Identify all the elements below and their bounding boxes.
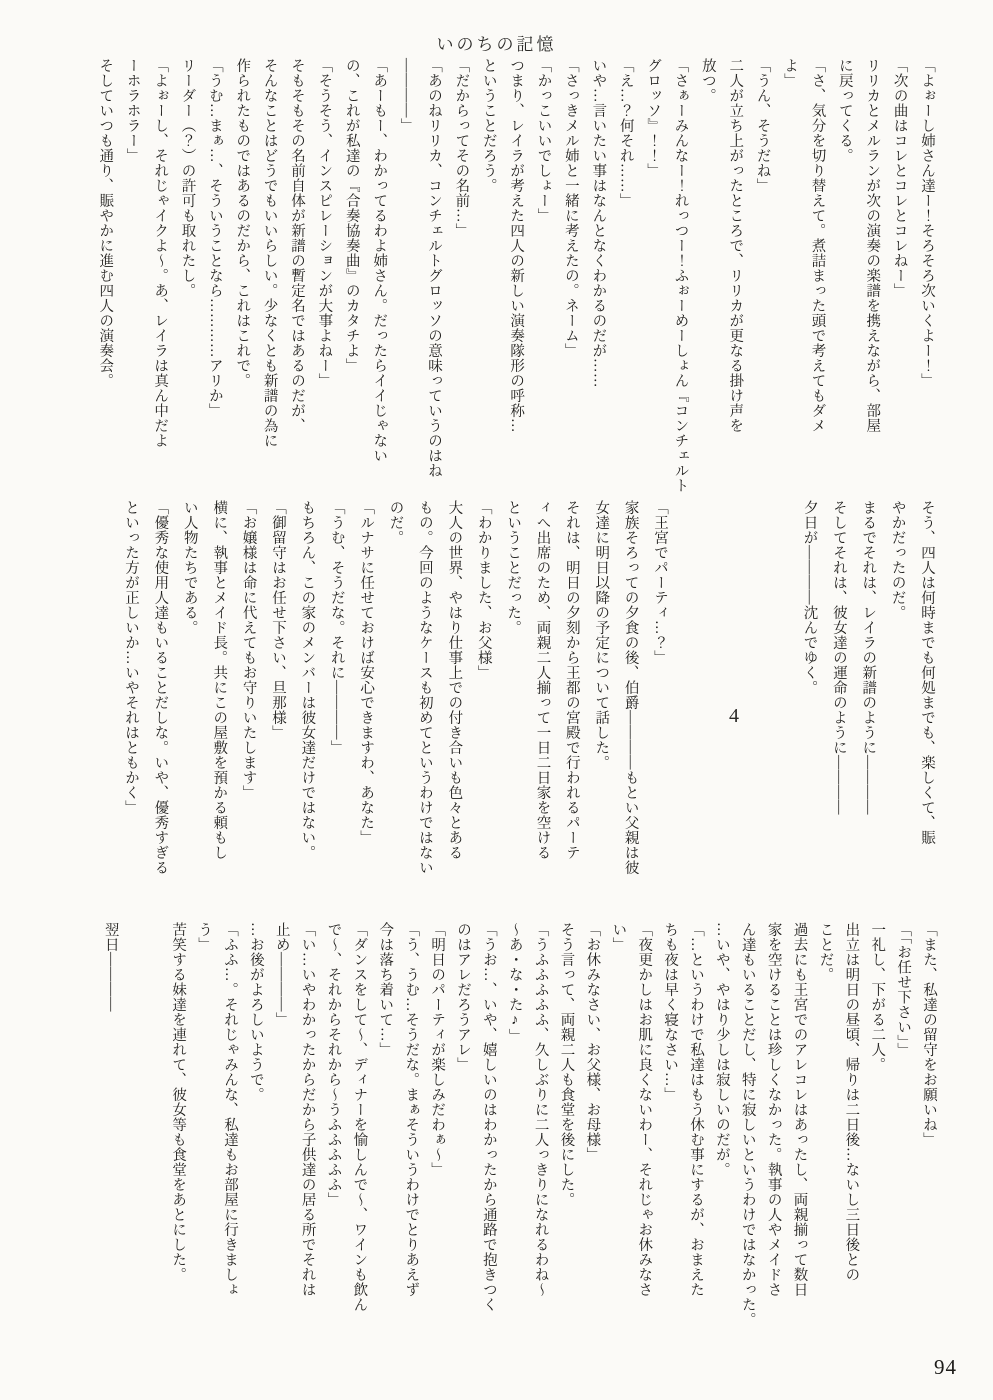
text-line: …いや、やはり少しは寂しいのだが。 [713, 922, 730, 1177]
text-line: 「だからってその名前…」 [453, 58, 470, 238]
text-line: 「かっこいいでしょー」 [535, 58, 552, 223]
text-line: 「お嬢様は命に代えてもお守りいたします」 [240, 500, 257, 800]
text-line: ということだった。 [505, 500, 522, 635]
text-line: もちろん、この家のメンバーは彼女達だけではない。 [299, 500, 316, 860]
text-line: …お後がよろしいようで。 [247, 922, 264, 1102]
section-divider [682, 500, 786, 932]
text-line: 今は落ち着いて…」 [377, 922, 394, 1057]
text-column-group [96, 58, 935, 493]
text-block-night [85, 922, 937, 1370]
text-line: 「ルナサに任せておけば安心できますわ、あなた」 [358, 500, 375, 845]
text-line: 作られたものではあるのだから、これはこれで。 [234, 58, 251, 388]
text-line: 翌日―――― [102, 922, 119, 1012]
text-line: 「うお…、いや、嬉しいのはわかったから通路で抱きつく [480, 922, 497, 1312]
text-line: リリカとメルランが次の演奏の楽譜を携えながら、部屋 [864, 58, 881, 433]
text-line: ィへ出席のため、両親二人揃って一日二日家を空ける [534, 500, 551, 860]
text-line: 「…というわけで私達はもう休む事にするが、おまえた [687, 922, 704, 1297]
text-line: といった方が正しいか…いやそれはともかく」 [123, 500, 140, 815]
text-line: 「よぉーし、それじゃイクよ〜。あ、レイラは真ん中だよ [152, 58, 169, 448]
text-line: 二人が立ち上がったところで、リリカが更なる掛け声を [727, 58, 744, 433]
text-line: 「よぉーし姉さん達ー！そろそろ次いくよー！」 [919, 58, 935, 388]
text-line: それは、明日の夕刻から王都の宮殿で行われるパーテ [563, 500, 580, 860]
text-line: 女達に明日以降の予定について話した。 [593, 500, 610, 770]
text-line: 放つ。 [699, 58, 716, 103]
page-number: 94 [934, 1355, 957, 1379]
text-line: 「また、私達の留守をお願いね」 [921, 922, 937, 1147]
text-line: 「明日のパーティが楽しみだわぁ〜」 [429, 922, 446, 1177]
text-line: 家を空けることは珍しくなかった。執事の人やメイドさ [765, 922, 782, 1297]
text-line: そう、四人は何時までも何処までも、楽しくて、賑 [919, 500, 935, 845]
text-line: 夕日が――――沈んでゆく。 [801, 500, 818, 695]
text-line: 「王宮でパーティ…？」 [652, 500, 669, 665]
text-line: ということだろう。 [480, 58, 497, 193]
text-line: い人物たちである。 [181, 500, 198, 635]
text-line: 「うむ、そうだな。それに――――」 [328, 500, 345, 755]
text-line: 「そうそう、インスピレーションが大事よねー」 [316, 58, 333, 388]
text-line: 「え…？何それ……」 [617, 58, 634, 208]
text-line: つまり、レイラが考えた四人の新しい演奏隊形の呼称… [508, 58, 525, 433]
text-line: 「わかりました、お父様」 [475, 500, 492, 680]
text-line: 「うん、そうだね」 [754, 58, 771, 193]
text-line: 「「お任せ下さい」」 [895, 922, 912, 1058]
text-column-group [169, 922, 937, 1370]
text-line: 大人の世界、やはり仕事上での付き合いも色々とある [446, 500, 463, 860]
text-block-sunset-and-party [85, 500, 935, 932]
page-title: いのちの記憶 [436, 35, 557, 54]
text-line: 苦笑する妹達を連れて、彼女等も食堂をあとにした。 [170, 922, 187, 1282]
text-line: ーホラホラー」 [124, 58, 141, 163]
text-line: ――――」 [398, 58, 415, 133]
text-line: 「あーもー、わかってるわよ姉さん。だったらイイじゃない [371, 58, 388, 463]
text-line: 過去にも王宮でのアレコレはあったし、両親揃って数日 [791, 922, 808, 1297]
text-line: 「ふふ…。それじゃみんな、私達もお部屋に行きましょ [221, 922, 238, 1297]
text-line: そしていつも通り、賑やかに進む四人の演奏会。 [97, 58, 114, 388]
text-line: のはアレだろうアレ」 [454, 922, 471, 1072]
section-number: 4 [729, 704, 740, 727]
text-column-group [800, 500, 935, 932]
text-line: 「さぁーみんなー！れっつー！ふぉーめーしょん『コンチェルト [672, 58, 689, 493]
text-line: グロッソ』！！」 [645, 58, 662, 178]
text-line: の、これが私達の『合奏協奏曲』のカタチよ」 [343, 58, 360, 373]
text-line: 「御留守はお任せ下さい、旦那様」 [269, 500, 286, 740]
text-line: のだ。 [387, 500, 404, 545]
text-line: まるでそれは、レイラの新譜のように―――― [860, 500, 877, 815]
text-line: 「うむ…まぁ…、そういうことなら…………アリか」 [206, 58, 223, 418]
column-gap [125, 922, 163, 1370]
text-line: 「うふふふふふ、久しぶりに二人っきりになれるわね〜 [532, 922, 549, 1297]
text-line: う」 [196, 922, 213, 952]
text-line: もの。今回のようなケースも初めてというわけではない [416, 500, 433, 875]
text-line: よ」 [782, 58, 799, 88]
text-line: 「お休みなさい、お父様、お母様」 [584, 922, 601, 1162]
text-line: 止め――――」 [273, 922, 290, 1027]
text-line: に戻ってくる。 [836, 58, 853, 163]
text-line: そしてそれは、彼女達の運命のように―――― [830, 500, 847, 815]
text-column-group [122, 500, 668, 932]
text-line: そう言って、両親二人も食堂を後にした。 [558, 922, 575, 1207]
text-line: 「ダンスをして〜、ディナーを愉しんで〜、ワインも飲ん [351, 922, 368, 1312]
text-line: 「夜更かしはお肌に良くないわー、それじゃお休みなさ [636, 922, 653, 1297]
text-column-group [101, 922, 118, 1370]
text-line: 「あのねリリカ、コンチェルトグロッソの意味っていうのはね [425, 58, 442, 478]
text-line: 家族そろっての夕食の後、伯爵――――もとい父親は彼 [622, 500, 639, 875]
text-line: 一礼し、下がる二人。 [869, 922, 886, 1072]
text-line: そんなことはどうでもいいらしい。少なくとも新譜の為に [261, 58, 278, 448]
text-block-rehearsal [85, 58, 935, 493]
text-line: 出立は明日の昼頃、帰りは二日後…ないし三日後との [843, 922, 860, 1282]
text-line: そもそもその名前自体が新譜の暫定名ではあるのだが、 [289, 58, 306, 433]
text-line: 横に、執事とメイド長。共にこの屋敷を預かる頼もし [211, 500, 228, 860]
text-line: ことだ。 [817, 922, 834, 982]
text-line: い」 [610, 922, 627, 952]
text-line: ん達もいることだし、特に寂しいというわけではなかった。 [739, 922, 756, 1327]
text-line: やかだったのだ。 [889, 500, 906, 620]
text-line: 「さ、気分を切り替えて。煮詰まった頭で考えてもダメ [809, 58, 826, 433]
text-line: いや…言いたい事はなんとなくわかるのだが…… [590, 58, 607, 388]
text-line: 「う、うむ…そうだな。まぁそういうわけでとりあえず [403, 922, 420, 1297]
text-line: で〜、それからそれから〜うふふふふふ」 [325, 922, 342, 1207]
text-line: ちも夜は早く寝なさい…」 [662, 922, 679, 1102]
text-line: 「い…いやわかったからだから子供達の居る所でそれは [299, 922, 316, 1297]
text-line: 「優秀な使用人達もいることだしな。いや、優秀すぎる [152, 500, 169, 875]
text-line: リーダー（？）の許可も取れたし。 [179, 58, 196, 298]
text-line: 〜あ・な・た♪」 [506, 922, 523, 1044]
text-line: 「さっきメル姉と一緒に考えたの。ネーム」 [562, 58, 579, 358]
text-line: 「次の曲はコレとコレとコレねー」 [891, 58, 908, 298]
